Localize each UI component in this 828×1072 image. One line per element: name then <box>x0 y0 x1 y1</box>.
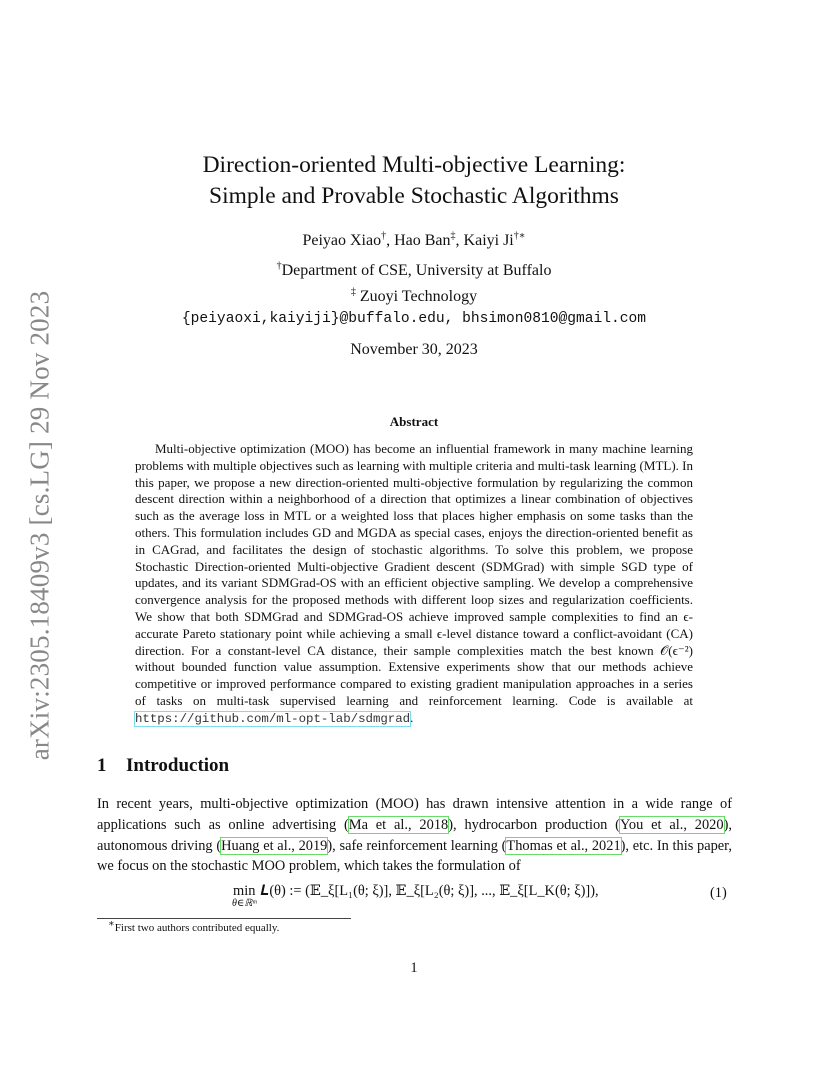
author-separator: , <box>455 232 464 249</box>
title-line-2: Simple and Provable Stochastic Algorithms <box>209 183 619 209</box>
arxiv-stamp <box>20 290 60 760</box>
affiliation-1 <box>0 262 828 280</box>
section-title: Introduction <box>126 755 230 776</box>
intro-paragraph <box>97 794 732 877</box>
author-list <box>0 232 828 250</box>
citation-link[interactable]: Ma et al., 2018 <box>348 816 449 833</box>
intro-text: In recent years, multi-objective optimization (MOO) has drawn intensive attention in a wide range of applications such as online advertising ( <box>97 796 732 833</box>
paper-date: November 30, 2023 <box>350 341 478 358</box>
author-separator: , <box>386 232 395 249</box>
code-link[interactable]: https://github.com/ml-opt-lab/sdmgrad <box>135 711 411 726</box>
author-2: Hao Ban <box>394 232 451 249</box>
affiliation-2 <box>0 288 828 306</box>
arxiv-stamp-text: arXiv:2305.18409v3 [cs.LG] 29 Nov 2023 <box>24 290 55 760</box>
equation-min-operator <box>232 883 256 909</box>
author-3-mark: †∗ <box>513 230 526 242</box>
citation-link[interactable]: Thomas et al., 2021 <box>506 837 621 854</box>
affiliation-2-text: Zuoyi Technology <box>355 288 478 305</box>
author-emails: {peiyaoxi,kaiyiji}@buffalo.edu, bhsimon0810@gmail.com <box>181 311 647 327</box>
citation-link[interactable]: Huang et al., 2019 <box>221 837 328 854</box>
footnote <box>108 918 280 934</box>
equation-number: (1) <box>710 885 727 901</box>
abstract-end: . <box>410 709 414 725</box>
abstract-body <box>135 441 693 728</box>
abstract-text: Multi-objective optimization (MOO) has become an influential framework in many machine learning problems with multiple objectives such as learning with multiple criteria and multi-task learning (MTL). In this paper, we propose a new direction-oriented multi-objective formulation by regularizing the common descent direction within a neighborhood of a direction that optimizes a linear combination of objectives such as the average loss in MTL or a weighted loss that places higher emphasis on some tasks than the others. This formulation includes GD and MGDA as special cases, enjoys the direction-oriented benefit as in CAGrad, and facilitates the design of stochastic algorithms. To solve this problem, we propose Stochastic Direction-oriented Multi-objective Gradient descent (SDMGrad) with simple SGD type of updates, and its variant SDMGrad-OS with an efficient objective sampling. We develop a comprehensive convergence analysis for the proposed methods with different loop sizes and regularization coefficients. We show that both SDMGrad and SDMGrad-OS achieve improved sample complexities to find an ϵ-accurate Pareto stationary point while achieving a small ϵ-level distance toward a conflict-avoidant (CA) direction. For a constant-level CA distance, their sample complexities match the best known 𝒪(ϵ⁻²) without bounded function value assumption. Extensive experiments show that our methods achieve competitive or improved performance compared to existing gradient manipulation approaches in a series of tasks on multi-task supervised learning and reinforcement learning. Code is available at <box>135 441 693 708</box>
citation-link[interactable]: You et al., 2020 <box>619 816 724 833</box>
min-subscript: θ∈ℝᵐ <box>232 898 257 909</box>
min-operator: min <box>233 883 256 899</box>
page-number: 1 <box>410 960 418 976</box>
affiliation-2-mark: ‡ <box>350 286 356 298</box>
intro-text: ), autonomous driving ( <box>97 816 732 854</box>
section-heading <box>97 755 229 777</box>
affiliation-1-mark: † <box>276 260 282 272</box>
footnote-mark: ∗ <box>108 918 115 930</box>
abstract-heading: Abstract <box>389 414 439 429</box>
equation-1 <box>232 883 599 909</box>
author-3: Kaiyi Ji <box>463 232 514 249</box>
author-1-mark: † <box>381 230 387 242</box>
footnote-text: First two authors contributed equally. <box>114 922 280 934</box>
author-1: Peiyao Xiao <box>302 232 382 249</box>
section-number: 1 <box>97 755 107 776</box>
paper-title <box>0 150 828 212</box>
author-2-mark: ‡ <box>450 230 456 242</box>
intro-text: ), hydrocarbon production ( <box>448 816 620 833</box>
equation-body: 𝑳(θ) := (𝔼_ξ[L₁(θ; ξ)], 𝔼_ξ[L₂(θ; ξ)], ..., 𝔼_ξ[L_K(θ; ξ)]), <box>260 883 599 899</box>
footnote-divider <box>97 918 351 919</box>
title-line-1: Direction-oriented Multi-objective Learning: <box>202 152 626 178</box>
intro-text: ), etc. In this paper, we focus on the stochastic MOO problem, which takes the formulation of <box>97 837 732 875</box>
affiliation-1-text: Department of CSE, University at Buffalo <box>281 262 552 279</box>
intro-text: ), safe reinforcement learning ( <box>327 837 507 854</box>
